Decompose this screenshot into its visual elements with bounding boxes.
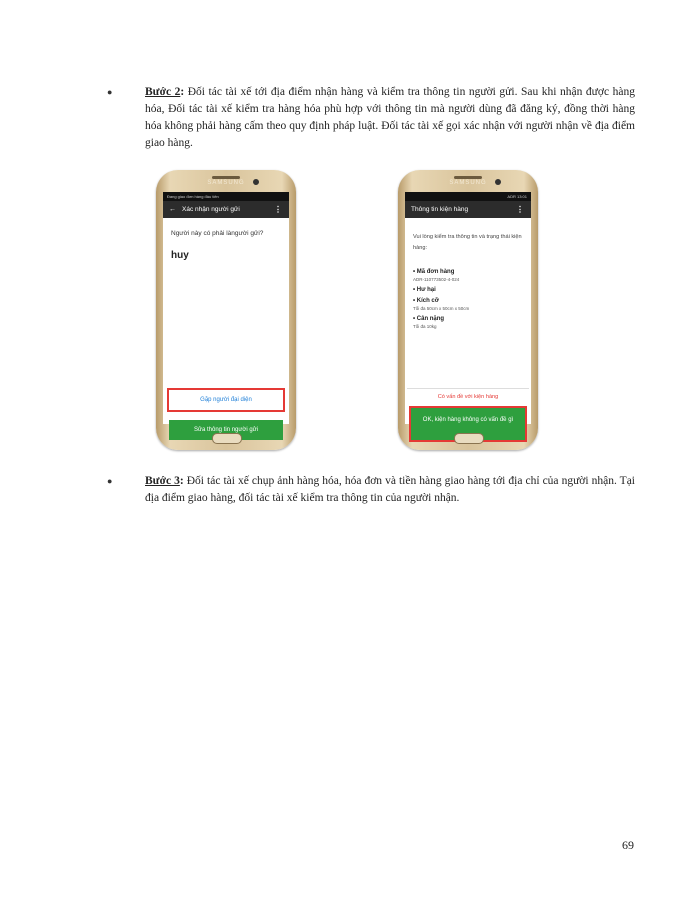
detail-label: • Kích cỡ <box>413 298 440 304</box>
package-problem-button[interactable]: Có vấn đề với kiện hàng <box>407 388 529 405</box>
detail-weight <box>413 316 525 329</box>
phone-speaker <box>212 176 240 179</box>
home-button <box>212 433 242 444</box>
phone-left <box>156 170 296 450</box>
step-3-paragraph <box>107 473 635 507</box>
sender-name: huy <box>171 250 189 261</box>
detail-order-id <box>413 269 525 282</box>
package-intro: Vui lòng kiểm tra thông tin và trạng thái kiện hàng: <box>413 234 522 251</box>
bullet-icon: ● <box>107 87 113 97</box>
page-number: 69 <box>622 838 634 852</box>
package-details <box>413 269 525 334</box>
detail-value: ADR-110773502-4-024 <box>413 277 460 282</box>
detail-label: • Hư hại <box>413 287 436 293</box>
detail-label: • Mã đơn hàng <box>413 269 455 275</box>
step-2-paragraph <box>107 84 635 152</box>
back-arrow-icon[interactable]: ← <box>169 206 176 213</box>
screen-confirm-sender <box>163 192 289 433</box>
home-button <box>454 433 484 444</box>
app-bar <box>163 201 289 218</box>
phone-right <box>398 170 538 450</box>
detail-value: Tối đa 50cm x 50cm x 50cm <box>413 306 470 311</box>
step-3-text <box>145 473 635 507</box>
detail-label: • Cân nặng <box>413 316 445 322</box>
step-2-colon: : <box>180 86 185 98</box>
phone-brand: SAMSUNG <box>449 180 487 186</box>
overflow-menu-icon[interactable]: ⋮ <box>274 205 282 214</box>
app-bar-title: Xác nhận người gửi <box>182 206 240 213</box>
step-2-text <box>145 84 635 152</box>
detail-damage <box>413 287 525 293</box>
phone-brand: SAMSUNG <box>207 180 245 186</box>
status-bar: ADR 13:01 <box>405 192 531 201</box>
step-3-colon: : <box>179 475 184 487</box>
step-3-label: Bước 3 <box>145 475 180 487</box>
step-3-body: Đối tác tài xế chụp ảnh hàng hóa, hóa đơn và tiền hàng giao hàng tới địa chỉ của người nhận. Tại địa điểm giao hàng, đối tác tài xế kiểm tra thông tin của người nhận. <box>145 475 635 504</box>
app-bar <box>405 201 531 218</box>
meet-representative-button[interactable]: Gặp người đại diện <box>167 388 285 412</box>
app-bar-title: Thông tin kiện hàng <box>411 206 469 213</box>
edit-sender-button[interactable]: Sửa thông tin người gửi <box>169 420 283 440</box>
step-2-body: Đối tác tài xế tới địa điểm nhận hàng và kiểm tra thông tin người gửi. Sau khi nhận được hàng hóa, Đối tác tài xế kiểm tra hàng hóa phù hợp với thông tin mà người dùng đã đăng ký, đồng thời hàng hóa không phải hàng cấm theo quy định pháp luật. Đối tác tài xế gọi xác nhận với người nhận về địa điểm giao hàng. <box>145 86 635 149</box>
bullet-icon: ● <box>107 476 113 486</box>
sender-question: Người này có phải làngười gửi? <box>171 230 264 237</box>
detail-size <box>413 298 525 311</box>
detail-value: Tối đa 10kg <box>413 324 437 329</box>
screen-package-info <box>405 192 531 424</box>
phone-speaker <box>454 176 482 179</box>
status-bar: Đang giao đơn hàng đầu tiên <box>163 192 289 201</box>
overflow-menu-icon[interactable]: ⋮ <box>516 205 524 214</box>
package-ok-label: OK, kiện hàng không có vấn đề gì <box>422 417 514 423</box>
step-2-label: Bước 2 <box>145 86 181 98</box>
